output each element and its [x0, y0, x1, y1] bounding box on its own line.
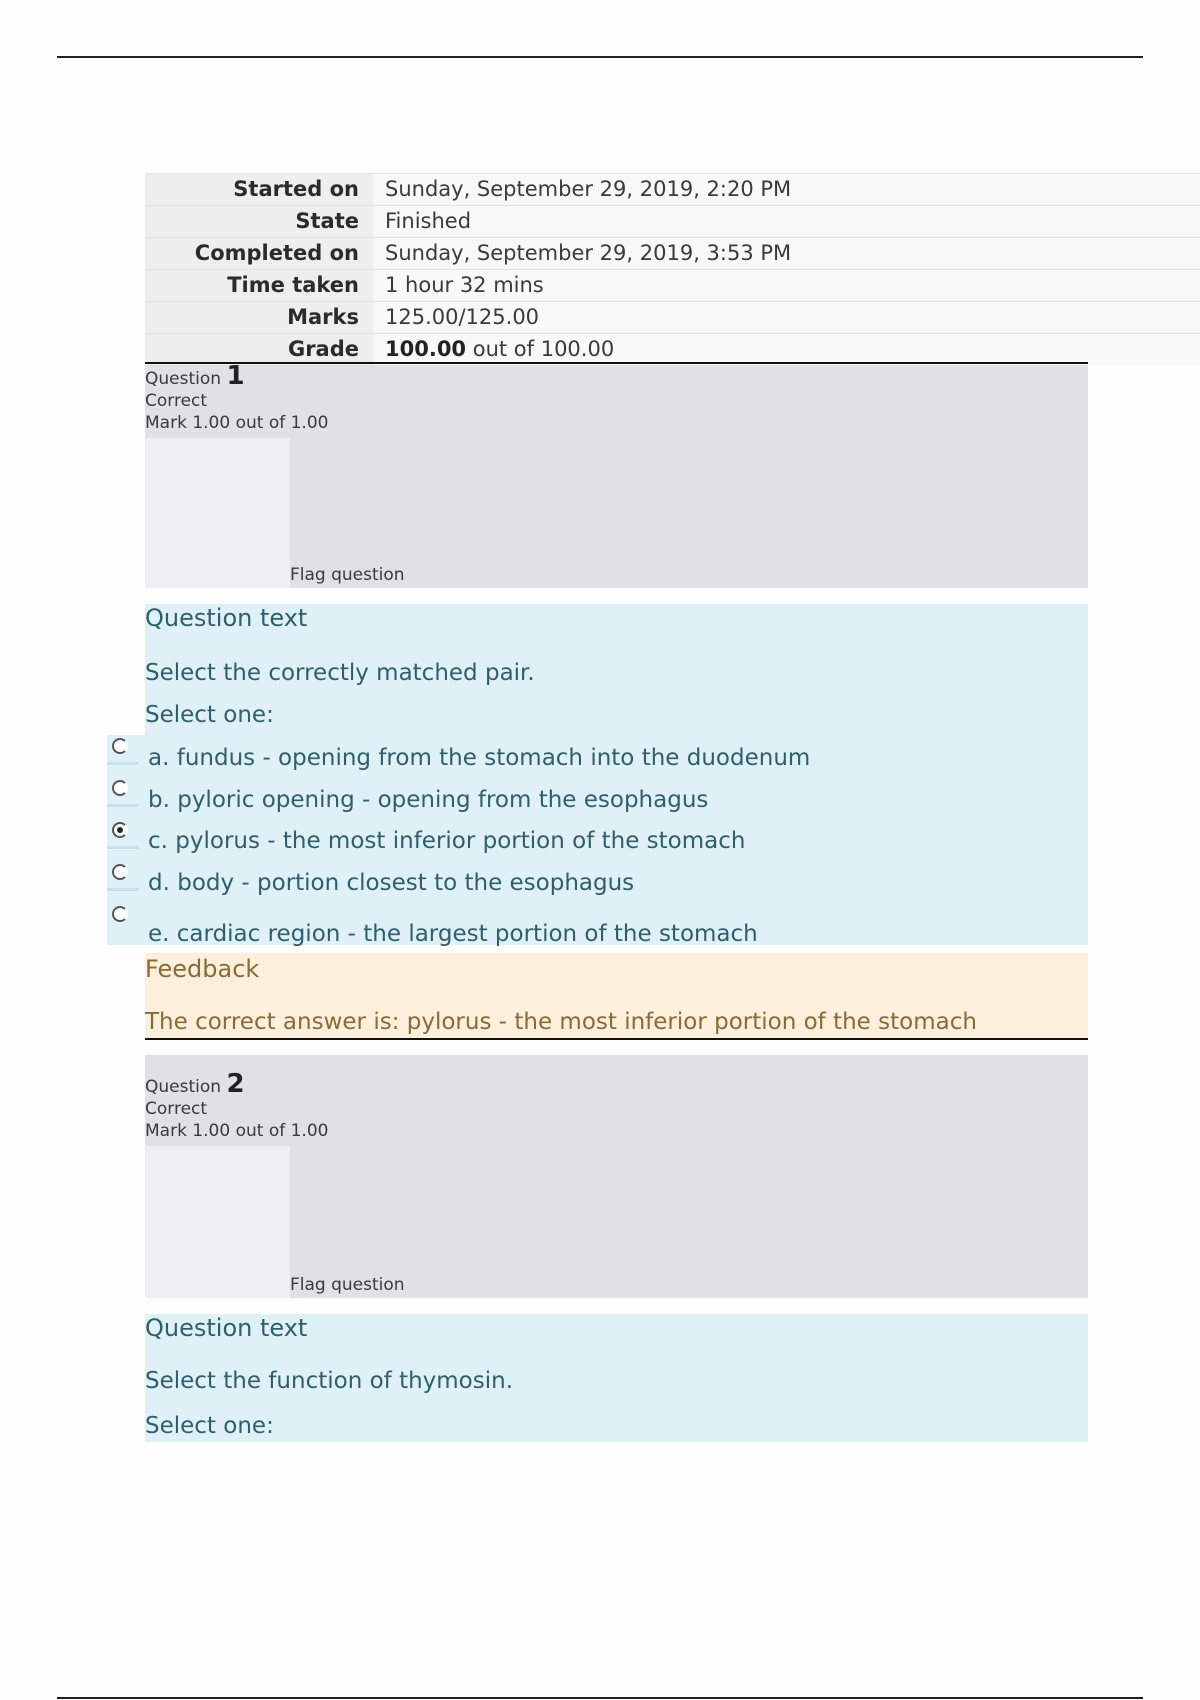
page-top-rule: [57, 56, 1143, 58]
radio-option-e[interactable]: [112, 906, 128, 922]
summary-divider: [145, 362, 1088, 364]
feedback-block: [145, 953, 1088, 1040]
question-meta: [145, 1069, 329, 1142]
radio-option-b[interactable]: [112, 780, 128, 796]
question-prompt: Select the function of thymosin.: [145, 1368, 514, 1394]
radio-option-c[interactable]: [112, 822, 128, 838]
summary-label: State: [145, 206, 373, 237]
question-status: Correct: [145, 391, 208, 411]
summary-value: 125.00/125.00: [373, 302, 1200, 333]
question-info-panel: [145, 438, 290, 588]
flag-question-link[interactable]: Flag question: [290, 1275, 405, 1295]
grade-score: 100.00: [385, 337, 467, 361]
summary-label: Time taken: [145, 270, 373, 301]
select-one-label: Select one:: [145, 1413, 274, 1439]
summary-value: [373, 334, 1200, 365]
question-prompt: Select the correctly matched pair.: [145, 660, 535, 686]
grade-out-of: out of 100.00: [466, 337, 615, 361]
radio-separator: [107, 762, 139, 765]
feedback-text: The correct answer is: pylorus - the most inferior portion of the stomach: [145, 1009, 977, 1035]
summary-label: Grade: [145, 334, 373, 365]
summary-row-started: [145, 173, 1200, 205]
summary-value: Finished: [373, 206, 1200, 237]
summary-label: Marks: [145, 302, 373, 333]
summary-value: Sunday, September 29, 2019, 2:20 PM: [373, 174, 1200, 205]
summary-row-time-taken: [145, 269, 1200, 301]
summary-label: Started on: [145, 174, 373, 205]
answer-option-a: a. fundus - opening from the stomach into the duodenum: [148, 745, 811, 771]
summary-value: Sunday, September 29, 2019, 3:53 PM: [373, 238, 1200, 269]
question-mark: Mark 1.00 out of 1.00: [145, 1121, 329, 1141]
question-number: Question 1: [145, 361, 245, 391]
select-one-label: Select one:: [145, 702, 274, 728]
question-info-1: [145, 361, 1088, 588]
question-info-2: [145, 1055, 1088, 1298]
answer-option-d: d. body - portion closest to the esophagus: [148, 870, 635, 896]
question-text-title: Question text: [145, 604, 308, 632]
radio-separator: [107, 804, 139, 807]
summary-row-grade: [145, 333, 1200, 365]
radio-option-a[interactable]: [112, 738, 128, 754]
question-mark: Mark 1.00 out of 1.00: [145, 413, 329, 433]
summary-row-marks: [145, 301, 1200, 333]
question-info-panel: [145, 1146, 290, 1298]
radio-option-d[interactable]: [112, 864, 128, 880]
page-bottom-rule: [57, 1697, 1143, 1699]
attempt-summary-table: [145, 173, 1200, 365]
radio-separator: [107, 846, 139, 849]
question-text-title: Question text: [145, 1314, 308, 1342]
question-text-block-1: [145, 604, 1088, 945]
summary-row-state: [145, 205, 1200, 237]
summary-label: Completed on: [145, 238, 373, 269]
answer-option-e: e. cardiac region - the largest portion of the stomach: [148, 921, 758, 947]
answer-option-b: b. pyloric opening - opening from the esophagus: [148, 787, 709, 813]
question-meta: [145, 361, 329, 434]
question-number: Question 2: [145, 1069, 245, 1099]
question-status: Correct: [145, 1099, 208, 1119]
summary-value: 1 hour 32 mins: [373, 270, 1200, 301]
radio-separator: [107, 888, 139, 891]
feedback-title: Feedback: [145, 955, 260, 983]
answer-option-c: c. pylorus - the most inferior portion of the stomach: [148, 828, 746, 854]
summary-row-completed: [145, 237, 1200, 269]
question-text-block-2: [145, 1314, 1088, 1442]
flag-question-link[interactable]: Flag question: [290, 565, 405, 585]
